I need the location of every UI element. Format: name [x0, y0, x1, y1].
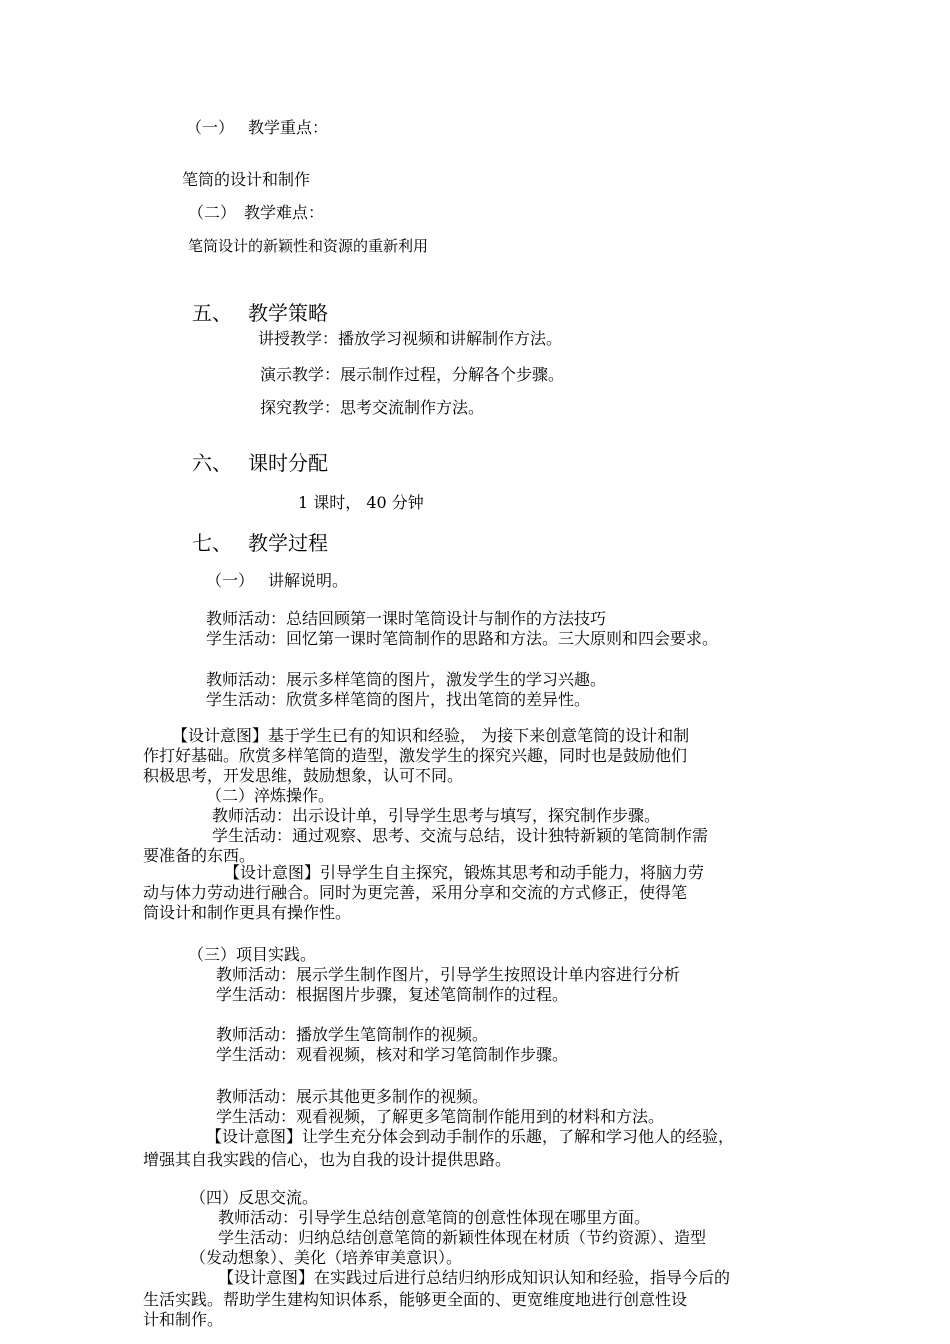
student-activity: 学生活动：通过观察、思考、交流与总结，设计独特新颖的笔筒制作需	[212, 826, 709, 845]
class-hours-text: 1 课时， 40 分钟	[298, 493, 424, 512]
teacher-activity: 教师活动：出示设计单，引导学生思考与填写，探究制作步骤。	[212, 806, 661, 825]
key-point-text: 笔筒的设计和制作	[182, 170, 311, 189]
strategy-item: 探究教学：思考交流制作方法。	[260, 398, 485, 417]
design-intent: 筒设计和制作更具有操作性。	[143, 903, 352, 922]
design-intent: 【设计意图】让学生充分体会到动手制作的乐趣，了解和学习他人的经验，	[206, 1127, 735, 1146]
section-number: 六、	[192, 451, 232, 475]
part-number: （一）	[206, 571, 255, 590]
design-intent: 增强其自我实践的信心，也为自我的设计提供思路。	[143, 1150, 512, 1169]
key-point-heading: 教学重点：	[248, 118, 329, 137]
design-intent: 生活实践。帮助学生建构知识体系，能够更全面的、更宽维度地进行创意性设	[143, 1290, 688, 1309]
section-heading: 课时分配	[248, 451, 328, 475]
difficult-point-number: （二）	[188, 203, 237, 222]
student-activity: 要准备的东西。	[143, 846, 256, 865]
part-heading: （四）反思交流。	[190, 1188, 319, 1207]
student-activity: 学生活动：观看视频，了解更多笔筒制作能用到的材料和方法。	[216, 1107, 665, 1126]
teacher-activity: 教师活动：总结回顾第一课时笔筒设计与制作的方法技巧	[206, 609, 607, 628]
student-activity: （发动想象）、美化（培养审美意识）。	[190, 1248, 463, 1267]
part-heading: （三）项目实践。	[188, 945, 317, 964]
part-heading: 讲解说明。	[268, 571, 349, 590]
difficult-point-text: 笔筒设计的新颖性和资源的重新利用	[188, 237, 429, 255]
student-activity: 学生活动：观看视频，核对和学习笔筒制作步骤。	[216, 1045, 569, 1064]
section-number: 七、	[192, 531, 232, 555]
design-intent: 积极思考，开发思维，鼓励想象，认可不同。	[143, 766, 464, 785]
design-intent: 作打好基础。欣赏多样笔筒的造型，激发学生的探究兴趣，同时也是鼓励他们	[143, 746, 688, 765]
section-heading: 教学过程	[248, 531, 328, 555]
strategy-item: 演示教学：展示制作过程，分解各个步骤。	[260, 365, 565, 384]
student-activity: 学生活动：归纳总结创意笔筒的新颖性体现在材质（节约资源）、造型	[218, 1228, 707, 1247]
design-intent: 【设计意图】在实践过后进行总结归纳形成知识认知和经验，指导今后的	[218, 1268, 731, 1287]
difficult-point-heading: 教学难点：	[244, 203, 325, 222]
key-point-number: （一）	[186, 118, 235, 137]
design-intent: 动与体力劳动进行融合。同时为更完善，采用分享和交流的方式修正，使得笔	[143, 883, 688, 902]
student-activity: 学生活动：根据图片步骤，复述笔筒制作的过程。	[216, 985, 569, 1004]
teacher-activity: 教师活动：展示学生制作图片，引导学生按照设计单内容进行分析	[216, 965, 681, 984]
design-intent: 计和制作。	[143, 1310, 224, 1329]
part-heading: （二）淬炼操作。	[206, 786, 335, 805]
student-activity: 学生活动：回忆第一课时笔筒制作的思路和方法。三大原则和四会要求。	[206, 629, 719, 648]
teacher-activity: 教师活动：引导学生总结创意笔筒的创意性体现在哪里方面。	[218, 1208, 651, 1227]
section-heading: 教学策略	[248, 301, 328, 325]
section-number: 五、	[192, 301, 232, 325]
design-intent: 【设计意图】基于学生已有的知识和经验， 为接下来创意笔筒的设计和制	[172, 726, 690, 745]
design-intent: 【设计意图】引导学生自主探究，锻炼其思考和动手能力，将脑力劳	[224, 863, 705, 882]
teacher-activity: 教师活动：展示其他更多制作的视频。	[216, 1087, 489, 1106]
teacher-activity: 教师活动：展示多样笔筒的图片，激发学生的学习兴趣。	[206, 670, 607, 689]
student-activity: 学生活动：欣赏多样笔筒的图片，找出笔筒的差异性。	[206, 690, 591, 709]
teacher-activity: 教师活动：播放学生笔筒制作的视频。	[216, 1025, 489, 1044]
strategy-item: 讲授教学：播放学习视频和讲解制作方法。	[258, 329, 563, 348]
